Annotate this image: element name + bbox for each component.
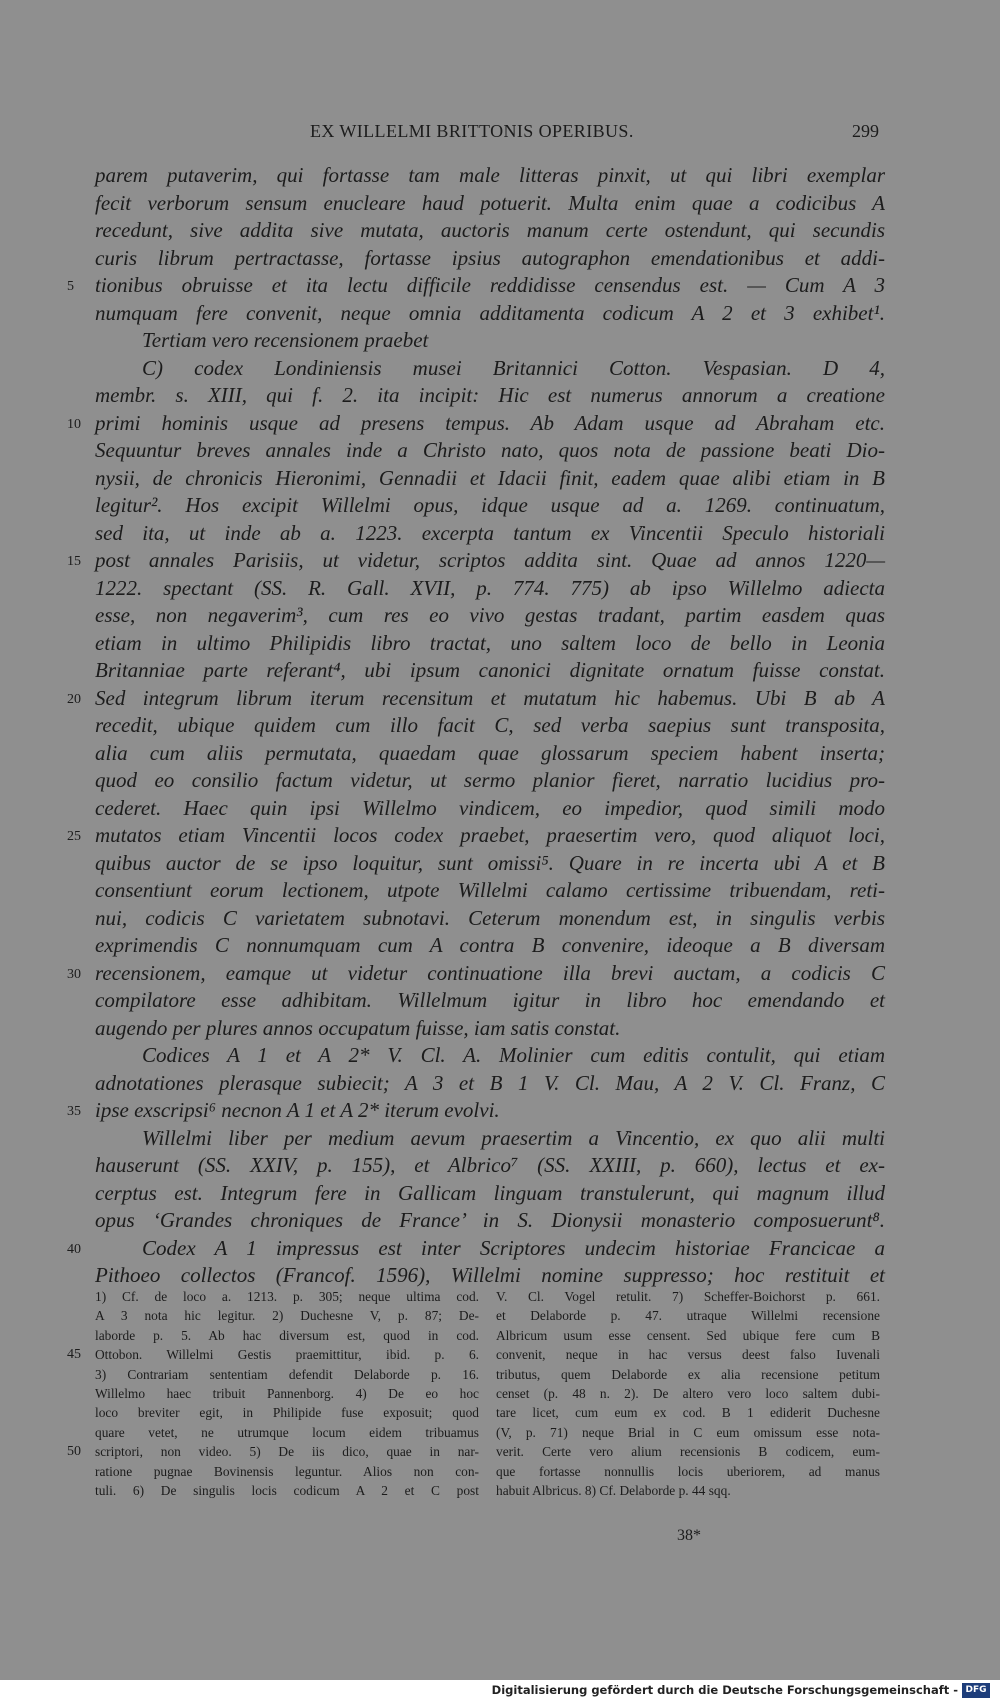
- body-line: [95, 905, 885, 933]
- footnote-line: [95, 1481, 479, 1500]
- footnote-line: [496, 1384, 880, 1403]
- footnote-line: [67, 1345, 479, 1364]
- body-line-text: mutatos etiam Vincentii locos codex praebet, praesertim vero, quod aliquot loci,: [95, 823, 885, 847]
- main-text: [67, 162, 885, 1290]
- body-line-text: augendo per plures annos occupatum fuisse, iam satis constat.: [95, 1015, 621, 1040]
- body-line: [95, 355, 885, 383]
- footnote-line-text: ratione pugnae Bovinensis leguntur. Alios non con-: [95, 1463, 479, 1479]
- body-line-text: opus ‘Grandes chroniques de France’ in S. Dionysii monasterio composuerunt⁸.: [95, 1208, 885, 1232]
- body-line-text: alia cum aliis permutata, quaedam quae glossarum speciem habent inserta;: [95, 740, 885, 765]
- body-line: [95, 492, 885, 520]
- body-line: [95, 850, 885, 878]
- footnote-line: [496, 1442, 880, 1461]
- footnote-line: [496, 1345, 880, 1364]
- body-line: [67, 685, 885, 713]
- body-line: [95, 1070, 885, 1098]
- body-line: [95, 245, 885, 273]
- dfg-logo: DFG: [962, 1683, 990, 1698]
- body-line-text: consentiunt eorum lectionem, utpote Willelmi calamo certissime tribuendam, reti-: [95, 878, 885, 902]
- footnote-line: [95, 1384, 479, 1403]
- body-line-text: ipse exscripsi⁶ necnon A 1 et A 2* iterum evolvi.: [95, 1098, 500, 1122]
- footnotes-right-column: [496, 1287, 880, 1500]
- body-line: [95, 987, 885, 1015]
- body-line-text: 1222. spectant (SS. R. Gall. XVII, p. 774. 775) ab ipso Willelmo adiecta: [95, 575, 885, 600]
- body-line: [95, 217, 885, 245]
- line-number: 45: [67, 1347, 81, 1363]
- line-number: 30: [67, 966, 81, 982]
- body-line: [95, 1015, 885, 1043]
- body-line-text: post annales Parisiis, ut videtur, scriptos addita sint. Quae ad annos 1220—: [95, 548, 885, 572]
- body-line-text: Tertiam vero recensionem praebet: [142, 328, 429, 352]
- body-line-text: etiam in ultimo Philipidis libro tractat, uno saltem loco de bello in Leonia: [95, 630, 885, 655]
- line-number: 50: [67, 1444, 81, 1460]
- footnote-line: [95, 1326, 479, 1345]
- body-line: [95, 1207, 885, 1235]
- footnote-line: [95, 1403, 479, 1422]
- body-line: [67, 822, 885, 850]
- body-line-text: sed ita, ut inde ab a. 1223. excerpta tantum ex Vincentii Speculo historiali: [95, 520, 885, 545]
- footnote-line: [95, 1365, 479, 1384]
- line-number: 20: [67, 691, 81, 707]
- footnote-line-text: et Delaborde p. 47. utraque Willelmi recensione: [496, 1308, 880, 1324]
- body-line: [95, 740, 885, 768]
- body-line-text: C) codex Londiniensis musei Britannici Cotton. Vespasian. D 4,: [142, 355, 885, 380]
- body-line-text: Sequuntur breves annales inde a Christo nato, quos nota de passione beati Dio-: [95, 438, 885, 462]
- footnote-line-text: tributus, quem Delaborde ex alia recensione petitum: [496, 1366, 880, 1382]
- footnote-line: [496, 1287, 880, 1306]
- body-line: [95, 932, 885, 960]
- body-line-text: recensionem, eamque ut videtur continuatione illa brevi auctam, a codicis C: [95, 960, 885, 985]
- body-line-text: Codices A 1 et A 2* V. Cl. A. Molinier cum editis contulit, qui etiam: [142, 1043, 885, 1067]
- footnote-line-text: quare vetet, ne utrumque locum eidem tribuamus: [95, 1424, 479, 1440]
- footnote-line-text: loco breviter egit, in Philipide fuse exposuit; quod: [95, 1405, 479, 1421]
- footnote-line-text: tuli. 6) De singulis locis codicum A 2 et C post: [95, 1482, 479, 1498]
- funding-credit: Digitalisierung gefördert durch die Deutsche Forschungsgemeinschaft -: [491, 1683, 958, 1697]
- body-line-text: Willelmi liber per medium aevum praesertim a Vincentio, ex quo alii multi: [142, 1125, 885, 1150]
- body-line: [95, 630, 885, 658]
- body-line: [95, 1125, 885, 1153]
- footnote-line-text: Albricum usum esse censent. Sed ubique fere cum B: [496, 1327, 880, 1343]
- sheet-signature: 38*: [677, 1527, 701, 1544]
- body-line-text: quod eo consilio factum videtur, ut sermo planior fieret, narratio lucidius pro-: [95, 768, 885, 792]
- body-line: [95, 602, 885, 630]
- body-line: [95, 795, 885, 823]
- footnote-line-text: laborde p. 5. Ab hac diversum est, quod in cod.: [95, 1327, 479, 1343]
- footnote-line: [95, 1462, 479, 1481]
- body-line: [67, 1235, 885, 1263]
- body-line: [95, 437, 885, 465]
- body-line-text: nysii, de chronicis Hieronimi, Gennadii et Idacii finit, eadem quae alibi etiam in B: [95, 465, 885, 490]
- footnote-line-text: Willelmo haec tribuit Pannenborg. 4) De eo hoc: [95, 1385, 479, 1401]
- body-line: [95, 162, 885, 190]
- body-line-text: cederet. Haec quin ipsi Willelmo vindicem, eo impedior, quod simili modo: [95, 795, 885, 820]
- body-line-text: Codex A 1 impressus est inter Scriptores undecim historiae Francicae a: [142, 1235, 885, 1260]
- footnote-line: [67, 1442, 479, 1461]
- body-line-text: compilatore esse adhibitam. Willelmum igitur in libro hoc emendando et: [95, 988, 885, 1012]
- footnote-line: [496, 1306, 880, 1325]
- body-line-text: esse, non negaverim³, cum res eo vivo gestas tradant, partim easdem quas: [95, 603, 885, 627]
- body-line: [95, 1042, 885, 1070]
- line-number: 15: [67, 554, 81, 569]
- footnote-line-text: A 3 nota hic legitur. 2) Duchesne V, p. 87; De-: [95, 1308, 479, 1324]
- body-line: [95, 1152, 885, 1180]
- line-number: 10: [67, 416, 81, 432]
- footnote-line-text: V. Cl. Vogel retulit. 7) Scheffer-Boichorst p. 661.: [496, 1289, 880, 1304]
- footnote-line: [496, 1403, 880, 1422]
- running-title: EX WILLELMI BRITTONIS OPERIBUS.: [310, 121, 634, 141]
- footnotes: [67, 1287, 885, 1521]
- footnote-line: [496, 1462, 880, 1481]
- body-line: [95, 327, 885, 355]
- page-header: [0, 121, 1000, 147]
- footnote-line: [95, 1306, 479, 1325]
- body-line-text: recedunt, sive addita sive mutata, auctoris manum certe ostendunt, qui secundis: [95, 218, 885, 242]
- footnote-line-text: censet (p. 48 n. 2). De altero vero loco saltem dubi-: [496, 1385, 880, 1401]
- body-line: [95, 657, 885, 685]
- body-line-text: curis librum pertractasse, fortasse ipsius autographon emendationibus et addi-: [95, 245, 885, 270]
- footnote-line: [496, 1326, 880, 1345]
- body-line-text: Sed integrum librum iterum recensitum et mutatum hic habemus. Ubi B ab A: [95, 685, 885, 710]
- body-line: [95, 1262, 885, 1290]
- body-line-text: tionibus obruisse et ita lectu difficile reddidisse censendus est. — Cum A 3: [95, 273, 885, 297]
- body-line: [95, 877, 885, 905]
- line-number: 25: [67, 829, 81, 844]
- body-line-text: adnotationes plerasque subiecit; A 3 et B 1 V. Cl. Mau, A 2 V. Cl. Franz, C: [95, 1070, 885, 1095]
- body-line: [67, 410, 885, 438]
- body-line-text: Pithoeo collectos (Francof. 1596), Willelmi nomine suppresso; hoc restituit et: [95, 1263, 885, 1287]
- line-number: 5: [67, 279, 74, 294]
- body-line-text: fecit verborum sensum enucleare haud potuerit. Multa enim quae a codicibus A: [95, 190, 885, 215]
- footnote-line-text: 1) Cf. de loco a. 1213. p. 305; neque ultima cod.: [95, 1289, 479, 1304]
- body-line: [95, 465, 885, 493]
- footnote-line-text: Ottobon. Willelmi Gestis praemittitur, ibid. p. 6.: [95, 1347, 479, 1363]
- footnote-line-text: verit. Certe vero alium recensionis B codicem, eum-: [496, 1444, 880, 1460]
- body-line: [67, 960, 885, 988]
- body-line: [95, 190, 885, 218]
- footnote-line: [496, 1365, 880, 1384]
- body-line-text: legitur². Hos excipit Willelmi opus, idque usque ad a. 1269. continuatum,: [95, 493, 885, 517]
- body-line-text: quibus auctor de se ipso loquitur, sunt omissi⁵. Quare in re incerta ubi A et B: [95, 850, 885, 875]
- body-line-text: parem putaverim, qui fortasse tam male litteras pinxit, ut qui libri exemplar: [95, 163, 885, 187]
- body-line: [95, 712, 885, 740]
- footnote-line-text: convenit, neque in hac versus deest falso Iuvenali: [496, 1347, 880, 1363]
- footnote-line: [95, 1423, 479, 1442]
- digitization-footer: [0, 1680, 1000, 1703]
- footnotes-left-column: [67, 1287, 479, 1500]
- body-line: [67, 272, 885, 300]
- body-line-text: Britanniae parte referant⁴, ubi ipsum canonici dignitate ornatum fuisse constat.: [95, 658, 885, 682]
- body-line: [95, 575, 885, 603]
- line-number: 35: [67, 1104, 81, 1119]
- body-line: [67, 1097, 885, 1125]
- body-line-text: hauserunt (SS. XXIV, p. 155), et Albrico⁷ (SS. XXIII, p. 660), lectus et ex-: [95, 1153, 885, 1177]
- footnote-line-text: que fortasse nonnullis locis uberiorem, ad manus: [496, 1463, 880, 1479]
- footnote-line-text: scriptori, non video. 5) De iis dico, quae in nar-: [95, 1444, 479, 1460]
- footnote-line: [496, 1423, 880, 1442]
- body-line-text: nui, codicis C varietatem subnotavi. Ceterum monendum est, in singulis verbis: [95, 905, 885, 930]
- footnote-line-text: habuit Albricus. 8) Cf. Delaborde p. 44 sqq.: [496, 1482, 731, 1498]
- page-number: 299: [852, 121, 879, 141]
- line-number: 40: [67, 1241, 81, 1257]
- body-line: [95, 520, 885, 548]
- body-line-text: numquam fere convenit, neque omnia additamenta codicum A 2 et 3 exhibet¹.: [95, 300, 885, 325]
- body-line-text: primi hominis usque ad presens tempus. Ab Adam usque ad Abraham etc.: [95, 410, 885, 435]
- body-line: [95, 1180, 885, 1208]
- body-line-text: cerptus est. Integrum fere in Gallicam linguam transtulerunt, qui magnum illud: [95, 1180, 885, 1205]
- footnote-line: [95, 1287, 479, 1306]
- body-line: [67, 547, 885, 575]
- body-line-text: membr. s. XIII, qui f. 2. ita incipit: Hic est numerus annorum a creatione: [95, 383, 885, 407]
- footnote-line-text: 3) Contrariam sententiam defendit Delaborde p. 16.: [95, 1366, 479, 1382]
- body-line: [95, 382, 885, 410]
- body-line-text: recedit, ubique quidem cum illo facit C, sed verba saepius sunt transposita,: [95, 713, 885, 737]
- footnote-line-text: tare licet, cum eum ex cod. B 1 ediderit Duchesne: [496, 1405, 880, 1421]
- body-line: [95, 767, 885, 795]
- body-line-text: exprimendis C nonnumquam cum A contra B convenire, ideoque a B diversam: [95, 933, 885, 957]
- footnote-line-text: (V, p. 71) neque Brial in C eum omissum esse nota-: [496, 1424, 880, 1440]
- footnote-line: [496, 1481, 880, 1500]
- body-line: [95, 300, 885, 328]
